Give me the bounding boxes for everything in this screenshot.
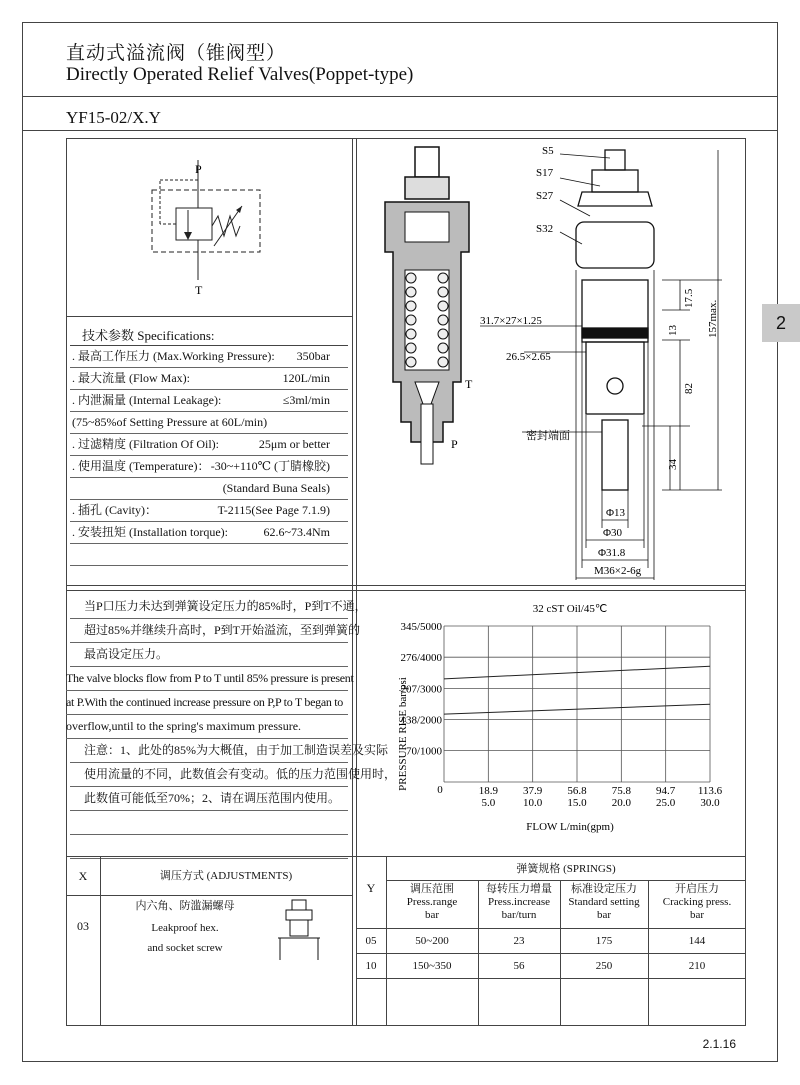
chart-y-tick: 345/5000 (400, 621, 442, 633)
chart-x-tick: 113.6 (697, 785, 723, 797)
spring-col-header (386, 883, 478, 922)
description-line: 超过85%并继续升高时，P到T开始溢流，至到弹簧的 (70, 619, 348, 643)
bonnet-bore (405, 212, 449, 242)
description-line: 最高设定压力。 (70, 643, 348, 667)
dim-d30: Φ30 (603, 527, 623, 539)
hex-screw-icon (276, 898, 322, 964)
valve-section-view (375, 142, 485, 502)
dim-h13: 13 (667, 325, 679, 336)
adjust-code: 03 (77, 919, 89, 933)
chart-x-tick: 75.8 (611, 785, 631, 797)
chart-x-label: FLOW L/min(gpm) (526, 821, 614, 833)
section-tab: 2 (762, 304, 800, 342)
spec-key: . 安装扭矩 (Installation torque): (72, 525, 228, 539)
chart-x-tick-secondary: 30.0 (700, 797, 720, 809)
dim-d31-8: Φ31.8 (598, 547, 626, 559)
chart-origin-label: 0 (437, 784, 443, 796)
title-chinese: 直动式溢流阀（锥阀型） (66, 43, 287, 64)
section-port-p: P (451, 437, 458, 451)
col-unit: bar (689, 909, 705, 921)
col-cn: 调压范围 (410, 883, 454, 895)
spec-key: . 插孔 (Cavity)： (72, 503, 157, 517)
chart-y-tick: 70/1000 (405, 745, 442, 758)
specs-heading: 技术参数 Specifications: (82, 328, 215, 343)
spec-value: ≤3ml/min (282, 393, 330, 407)
pressure-chart (360, 594, 745, 852)
spring-row-std: 175 (595, 935, 613, 947)
dim-s27: S27 (536, 190, 554, 202)
col-unit: bar (596, 909, 612, 921)
col-unit: bar/turn (501, 909, 537, 921)
spec-row (70, 456, 348, 478)
chart-grid (444, 626, 710, 782)
spec-row (70, 368, 348, 390)
chart-x-tick-secondary: 25.0 (656, 797, 676, 809)
adjust-header-method: 调压方式 (ADJUSTMENTS) (159, 870, 293, 882)
spec-row (70, 390, 348, 412)
spring-header-y: Y (366, 881, 376, 895)
adjust-header-x: X (78, 869, 88, 883)
chart-title: 32 cST Oil/45℃ (532, 603, 608, 615)
description-line: 注意：1、此处的85%为大概值，由于加工制造误差及实际 (70, 739, 348, 763)
chart-y-tick: 276/4000 (400, 652, 442, 665)
adjust-screw (415, 147, 439, 177)
chart-x-tick: 94.7 (656, 785, 676, 797)
spring-row-range: 50~200 (415, 935, 449, 947)
outline-screw (605, 150, 625, 170)
spring-row-crack: 210 (688, 960, 706, 972)
outline-collar (578, 192, 652, 206)
spec-value: 62.6~73.4Nm (263, 525, 330, 539)
model-divider (22, 130, 778, 131)
dimension-lines (480, 150, 722, 580)
description-line: The valve blocks flow from P to T until 85% pressure is present (66, 667, 348, 691)
spring-header-title: 弹簧规格 (SPRINGS) (516, 863, 616, 875)
chart-x-tick-secondary: 20.0 (611, 797, 631, 809)
chart-x-tick: 18.9 (478, 785, 498, 797)
spring-icon (212, 216, 240, 236)
description-block (66, 595, 397, 859)
dim-seal-face: 密封端面 (526, 430, 570, 442)
locknut (405, 177, 449, 199)
spec-value: -30~+110℃ (丁腈橡胶) (210, 459, 330, 473)
spec-key: . 最大流量 (Flow Max): (72, 371, 190, 385)
spring-row-inc: 56 (513, 960, 525, 972)
symbol-valve-box (176, 208, 212, 240)
description-line: at P.With the continued increase pressure on P,P to T began to (66, 691, 348, 715)
section-port-t: T (465, 377, 473, 391)
chart-x-tick-secondary: 15.0 (567, 797, 587, 809)
spec-key: . 使用温度 (Temperature)： (72, 459, 210, 473)
description-line: overflow,until to the spring's maximum pressure. (66, 715, 348, 739)
spring-row-crack: 144 (688, 935, 706, 947)
spec-row (70, 522, 348, 544)
spring-header-rule (356, 928, 746, 929)
spec-value: 350bar (296, 349, 330, 363)
adjust-right-line (352, 856, 353, 1026)
dimension-drawing (470, 140, 745, 585)
spring-row-rule (356, 953, 746, 954)
outline-nose (602, 420, 628, 490)
dim-h82: 82 (683, 383, 695, 394)
col-en: Press.range (406, 896, 458, 908)
spec-key: . 过滤精度 (Filtration Of Oil): (72, 437, 219, 451)
spec-row-blank (70, 544, 348, 566)
spring-col-header (648, 883, 746, 922)
chart-x-tick: 37.9 (523, 785, 543, 797)
chart-x-tick-secondary: 10.0 (523, 797, 543, 809)
col-cn: 开启压力 (675, 883, 719, 895)
chart-x-tick-secondary: 5.0 (481, 797, 496, 809)
symbol-port-p: P (195, 162, 202, 176)
chart-x-tick: 56.8 (567, 785, 587, 797)
symbol-arrow (184, 232, 192, 240)
dim-d13: Φ13 (606, 507, 626, 519)
col-cn: 每转压力增量 (486, 883, 552, 895)
header-divider (22, 96, 778, 97)
description-line-blank (70, 835, 348, 859)
chart-y-tick: 207/3000 (400, 683, 442, 696)
outline-drawing (576, 150, 654, 490)
spec-value: (Standard Buna Seals) (222, 481, 330, 495)
spec-row (70, 434, 348, 456)
adjust-desc-en1: Leakproof hex. (151, 922, 219, 934)
inlet-bore (421, 404, 433, 464)
dim-h34: 34 (667, 459, 679, 470)
description-line: 此数值可能低至70%；2、请在调压范围内使用。 (70, 787, 348, 811)
dim-s17: S17 (536, 167, 554, 179)
page-number: 2.1.16 (702, 1037, 736, 1051)
description-line: 使用流量的不同，此数值会有变动。低的压力范围使用时， (70, 763, 348, 787)
symbol-boundary (152, 190, 260, 252)
spring-col-header (560, 883, 648, 922)
adjust-arrowhead (236, 206, 242, 213)
outline-nut (592, 170, 638, 192)
adjust-desc-en2: and socket screw (147, 942, 223, 954)
spec-row (70, 412, 348, 434)
outline-hex (576, 222, 654, 268)
dim-h157: 157max. (707, 299, 719, 338)
spec-key: . 最高工作压力 (Max.Working Pressure): (72, 349, 275, 363)
hydraulic-symbol (140, 160, 280, 300)
dim-s32: S32 (536, 223, 554, 235)
spec-key: . 内泄漏量 (Internal Leakage): (72, 393, 222, 407)
spec-value: 25μm or better (258, 437, 330, 451)
outline-seal (582, 328, 648, 338)
col-en: Standard setting (568, 896, 640, 908)
symbol-port-t: T (195, 283, 203, 297)
col-en: Press.increase (487, 896, 550, 908)
adjust-header-rule (66, 895, 352, 896)
dim-thread: M36×2-6g (594, 565, 642, 577)
description-line-blank (70, 811, 348, 835)
spring-row-std: 250 (595, 960, 613, 972)
model-number: YF15-02/X.Y (66, 108, 161, 127)
dim-s5: S5 (542, 145, 554, 157)
spec-row (70, 500, 348, 522)
spring-row-range: 150~350 (412, 960, 452, 972)
mid-divider-2 (66, 590, 746, 591)
spec-value: 120L/min (282, 371, 330, 385)
spring-col-header (478, 883, 560, 922)
spec-row (70, 478, 348, 500)
adjust-desc-cn: 内六角、防滥漏螺母 (135, 900, 235, 912)
col-unit: bar (424, 909, 440, 921)
dim-h17-5: 17.5 (683, 288, 695, 308)
col-en: Cracking press. (662, 896, 732, 908)
spring-row-inc: 23 (513, 935, 525, 947)
outline-port-hole (607, 378, 623, 394)
spec-value: T-2115(See Page 7.1.9) (217, 503, 330, 517)
spring-row-rule (356, 978, 746, 979)
adjust-arrow-icon (214, 206, 242, 246)
title-english: Directly Operated Relief Valves(Poppet-type) (66, 64, 414, 85)
spec-row (70, 346, 348, 368)
chart-ticks (400, 621, 722, 809)
spring-title-rule (386, 880, 746, 881)
spring-row-y: 05 (365, 935, 377, 947)
dim-seal2: 26.5×2.65 (506, 351, 551, 363)
chart-y-label: PRESSURE RISE bar/psi (397, 677, 409, 791)
dim-seal1: 31.7×27×1.25 (480, 315, 542, 327)
chart-y-tick: 138/2000 (400, 714, 442, 727)
col-cn: 标准设定压力 (571, 883, 637, 895)
mid-divider (66, 585, 746, 586)
spring-row-y: 10 (365, 960, 377, 972)
spec-key: (75~85%of Setting Pressure at 60L/min) (72, 415, 268, 429)
symbol-divider (66, 316, 352, 317)
description-line: 当P口压力未达到弹簧设定压力的85%时，P到T不通， (70, 595, 348, 619)
